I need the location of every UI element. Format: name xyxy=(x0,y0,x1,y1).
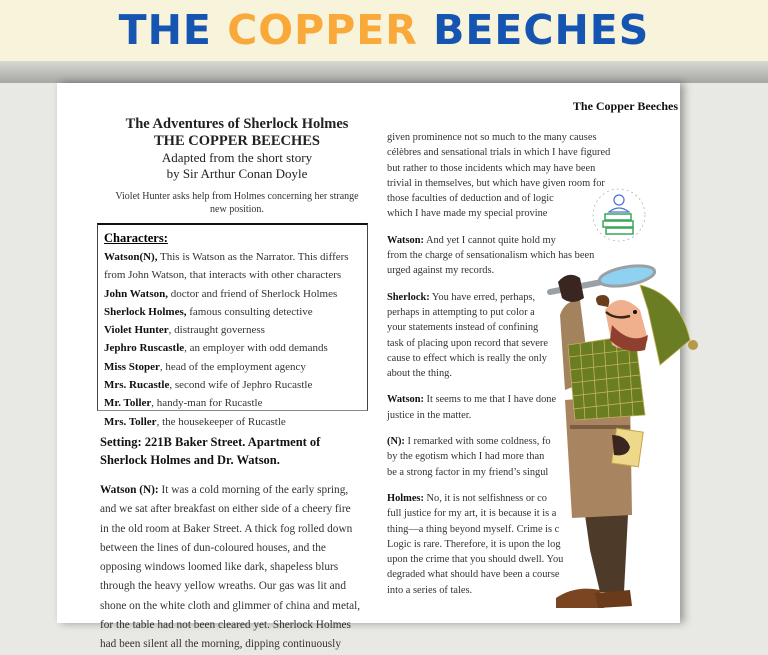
intro-text: Violet Hunter asks help from Holmes concerning her strange new position. xyxy=(115,191,359,215)
setting-heading: Setting: 221B Baker Street. Apartment of Sherlock Holmes and Dr. Watson. xyxy=(100,435,321,467)
character-item: John Watson, doctor and friend of Sherlock Holmes xyxy=(104,287,338,300)
mindful-english-logo xyxy=(593,189,645,241)
paragraph-line: had been silent all the morning, dipping continuously xyxy=(100,638,341,651)
characters-heading: Characters: xyxy=(104,231,168,245)
document-title: The Adventures of Sherlock Holmes THE COPPER BEECHES Adapted from the short story by Sir Arthur Conan Doyle xyxy=(125,116,349,181)
paragraph-line: Watson (N): It was a cold morning of the early spring, xyxy=(100,484,349,496)
dialogue-paragraph: Holmes: No, it is not selfishness or co full justice for my art, it is because it is a thing—a thing beyond myself. Crime is c Logic is rare. Therefore, it is upon the log upon the crime that you should dwell. You degraded what should have been a course into a series of tales. xyxy=(387,492,564,596)
character-item: Sherlock Holmes, famous consulting detective xyxy=(104,305,313,318)
character-item: Violet Hunter, distraught governess xyxy=(104,324,265,337)
character-item: Mrs. Toller, the housekeeper of Rucastle xyxy=(104,415,286,428)
dialogue-paragraph: Sherlock: You have erred, perhaps, perhaps in attempting to put color a your statements instead of confining task of placing upon record that severe cause to effect which is really the only about the thing. xyxy=(387,291,548,380)
dialogue-paragraph: given prominence not so much to the many causes célèbres and sensational trials in which I have figured but rather to those incidents which may have been trivial in themselves, but which have given room for those faculties of deduction and of logic which I have made my special provine xyxy=(387,132,611,220)
paragraph-line: for the table had not been cleared yet. Sherlock Holmes xyxy=(100,619,351,632)
paragraph-line: through the heavy yellow wreaths. Our gas was lit and xyxy=(100,580,346,593)
running-header: The Copper Beeches xyxy=(572,99,678,113)
character-item: from John Watson, that interacts with other characters xyxy=(104,269,342,282)
character-item: Mr. Toller, handy-man for Rucastle xyxy=(104,397,263,410)
sherlock-figure xyxy=(550,262,698,608)
dialogue-paragraph: Watson: And yet I cannot quite hold my from the charge of sensationalism which has been urged against my records. xyxy=(387,234,595,277)
character-item: Mrs. Rucastle, second wife of Jephro Rucastle xyxy=(104,379,313,392)
paragraph-line: and we sat after breakfast on either side of a cheery fire xyxy=(100,503,351,516)
paragraph-line: in the old room at Baker Street. A thick fog rolled down xyxy=(100,522,353,535)
character-item: Jephro Ruscastle, an employer with odd demands xyxy=(104,342,328,355)
paragraph-line: opposing windows loomed like dark, shapeless blurs xyxy=(100,561,339,574)
paragraph-line: shone on the white cloth and glimmer of china and metal, xyxy=(100,599,361,612)
character-item: Watson(N), This is Watson as the Narrator. This differs xyxy=(104,251,349,263)
dialogue-paragraph: Watson: It seems to me that I have done justice in the matter. xyxy=(387,394,557,421)
banner-title: THE COPPER BEECHES xyxy=(118,6,650,54)
character-item: Miss Stoper, head of the employment agency xyxy=(104,360,306,373)
paragraph-line: between the lines of dun-coloured houses, and the xyxy=(100,541,326,554)
dialogue-paragraph: (N): I remarked with some coldness, fo by the egotism which I had more than be a strong factor in my friend’s singul xyxy=(387,436,551,478)
